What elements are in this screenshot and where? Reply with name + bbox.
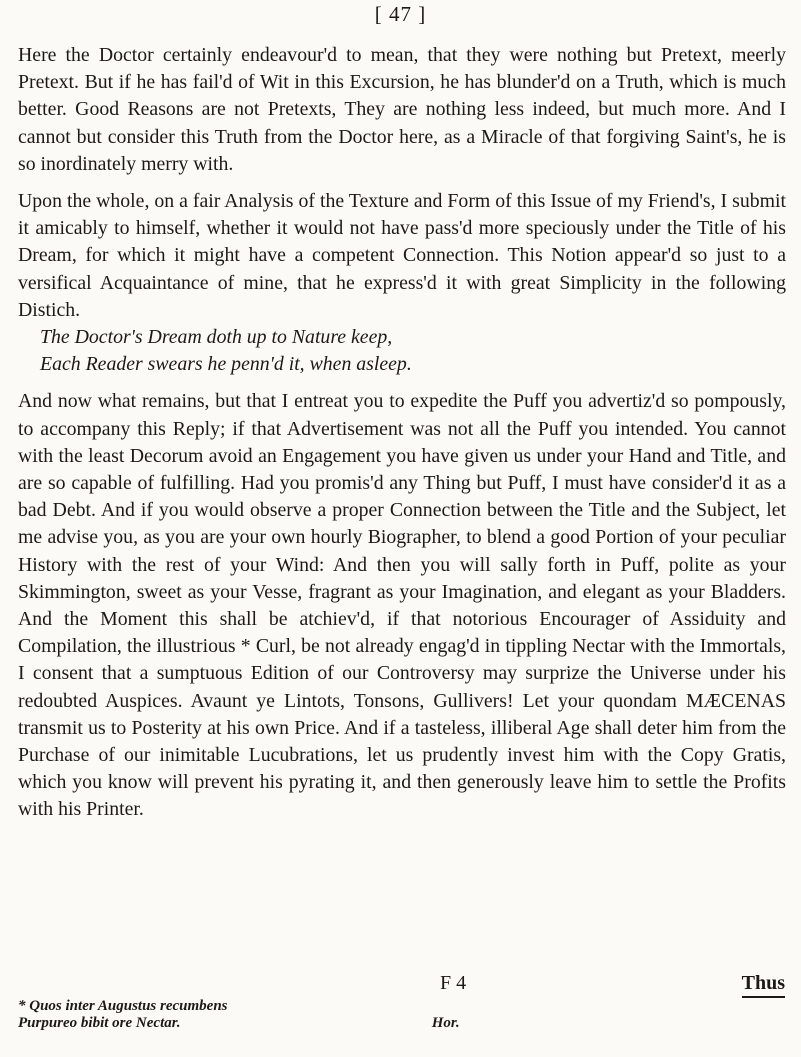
paragraph-3: And now what remains, but that I entreat you to expedite the Puff you advertiz'd so pompously, to accompany this Reply; if that Advertisement was not all the Puff you intended. You cannot with the least Decorum avoid an Engagement you have given us under your Hand and Title, and are so capable of fulfilling. Had you promis'd any Thing but Puff, I must have consider'd it as a bad Debt. And if you would observe a proper Connection between the Title and the Subject, let me advise you, as you are your own hourly Biographer, to blend a good Portion of your peculiar History with the rest of your Wind: And then you will sally forth in Puff, polite as your Skimmington, sweet as your Vesse, fragrant as your Imagination, and elegant as your Bladders. And the Moment this shall be atchiev'd, if that notorious Encourager of Assiduity and Compilation, the illustrious * Curl, be not already engag'd in tippling Nectar with the Immortals, I consent that a sumptuous Edition of our Controversy may surprize the Universe under his redoubted Auspices. Avaunt ye Lintots, Tonsons, Gullivers! Let your quondam MÆCENAS transmit us to Posterity at his own Price. And if a tasteless, illiberal Age shall deter him from the Purchase of our inimitable Lucubrations, let us prudently invest him with the Copy Gratis, which you know will prevent his pyrating it, and then generously leave him to settle the Profits with his Printer. (18, 390, 786, 821)
signature-mark: F 4 (440, 972, 467, 994)
footnote-line-1: * Quos inter Augustus recumbens (18, 998, 228, 1014)
paragraph-1: Here the Doctor certainly endeavour'd to mean, that they were nothing but Pretext, meerly Pretext. But if he has fail'd of Wit in this Excursion, he has blunder'd on a Truth, which is much better. Good Reasons are not Pretexts, They are nothing less indeed, but much more. And I cannot but consider this Truth from the Doctor here, as a Miracle of that forgiving Saint's, he is so inordinately merry with. (18, 44, 786, 175)
catchword: Thus (742, 972, 785, 998)
page-number: [ 47 ] (374, 2, 427, 26)
paragraph-2: Upon the whole, on a fair Analysis of the Texture and Form of this Issue of my Friend's, I submit it amicably to himself, whether it would not have pass'd more speciously under the Title of his Dream, for which it might have a competent Connection. This Notion appear'd so just to a versifical Acquaintance of mine, that he express'd it with great Simplicity in the following Distich. (18, 190, 786, 321)
verse-line-2: Each Reader swears he penn'd it, when asleep. (40, 353, 412, 376)
footnote-source: Hor. (431, 1015, 460, 1031)
footnote-line-2: Purpureo bibit ore Nectar. (18, 1015, 181, 1031)
verse-line-1: The Doctor's Dream doth up to Nature keep, (40, 326, 393, 349)
footnote (18, 998, 538, 1032)
body-text (18, 42, 786, 824)
